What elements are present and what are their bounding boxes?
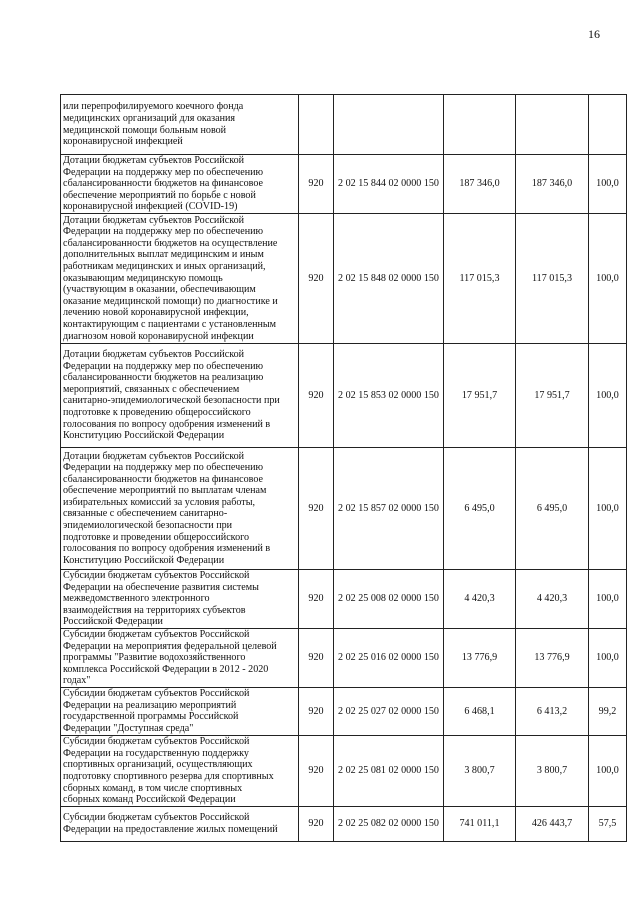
cell-actual-amount: 4 420,3	[516, 569, 589, 628]
cell-actual-amount: 3 800,7	[516, 735, 589, 806]
description-line: голосования по вопросу одобрения изменений в	[63, 543, 271, 555]
description-line: сборных команд, в том числе спортивных	[63, 782, 243, 794]
cell-execution-percent: 100,0	[589, 155, 627, 214]
cell-admin-code: 920	[299, 213, 334, 343]
description-line: санитарно-эпидемиологической безопасности при	[63, 395, 280, 407]
description-line: или перепрофилируемого коечного фонда	[63, 101, 244, 113]
description-line: контактирующим с пациентами с установленным	[63, 319, 277, 331]
description-line: сбалансированности бюджетов на осуществление	[63, 237, 278, 249]
description-line: Дотации бюджетам субъектов Российской	[63, 450, 245, 462]
description-line: программы "Развитие водохозяйственного	[63, 652, 246, 664]
description-line: коронавирусной инфекцией	[63, 136, 183, 148]
table-row	[61, 735, 627, 806]
table-row	[61, 95, 627, 155]
cell-actual-amount: 6 413,2	[516, 687, 589, 735]
cell-description	[61, 628, 299, 687]
description-line: медицинских организаций для оказания	[63, 112, 236, 124]
cell-admin-code: 920	[299, 735, 334, 806]
cell-description	[61, 687, 299, 735]
cell-execution-percent: 57,5	[589, 806, 627, 841]
cell-planned-amount: 741 011,1	[444, 806, 516, 841]
description-line: сборных команд Российской Федерации	[63, 794, 236, 806]
cell-execution-percent: 100,0	[589, 628, 627, 687]
cell-execution-percent: 100,0	[589, 735, 627, 806]
cell-execution-percent: 100,0	[589, 213, 627, 343]
description-line: Федерации на реализацию мероприятий	[63, 699, 237, 711]
description-line: лечению новой коронавирусной инфекции,	[63, 307, 249, 319]
cell-planned-amount: 6 468,1	[444, 687, 516, 735]
description-line: сбалансированности бюджетов на финансовое	[63, 178, 263, 190]
description-line: Субсидии бюджетам субъектов Российской	[63, 812, 250, 824]
description-line: Дотации бюджетам субъектов Российской	[63, 349, 245, 361]
cell-admin-code: 920	[299, 155, 334, 214]
description-line: Федерации на поддержку мер по обеспечению	[63, 360, 264, 372]
table-row	[61, 213, 627, 343]
cell-actual-amount: 17 951,7	[516, 343, 589, 447]
page-number: 16	[588, 27, 600, 41]
description-line: годах"	[63, 675, 91, 687]
description-line: Федерации "Доступная среда"	[63, 723, 194, 735]
cell-budget-code: 2 02 25 081 02 0000 150	[334, 735, 444, 806]
description-line: Дотации бюджетам субъектов Российской	[63, 155, 245, 166]
description-line: диагнозом новой коронавирусной инфекции	[63, 330, 254, 342]
table-row	[61, 806, 627, 841]
description-line: Федерации на мероприятия федеральной целевой	[63, 640, 277, 652]
description-line: эпидемиологической безопасности при	[63, 520, 233, 532]
description-line: Дотации бюджетам субъектов Российской	[63, 214, 245, 226]
cell-admin-code: 920	[299, 628, 334, 687]
cell-execution-percent: 100,0	[589, 447, 627, 569]
cell-actual-amount: 117 015,3	[516, 213, 589, 343]
cell-budget-code: 2 02 15 848 02 0000 150	[334, 213, 444, 343]
description-line: комплекса Российской Федерации в 2012 - 2020	[63, 663, 269, 675]
description-line: голосования по вопросу одобрения изменений в	[63, 418, 271, 430]
description-line: оказание медицинской помощи) по диагностике и	[63, 295, 278, 307]
cell-admin-code: 920	[299, 806, 334, 841]
cell-execution-percent: 100,0	[589, 343, 627, 447]
description-line: обеспечение мероприятий по борьбе с новой	[63, 189, 256, 201]
cell-description	[61, 447, 299, 569]
description-line: Федерации на поддержку мер по обеспечению	[63, 166, 264, 178]
description-line: мероприятий, связанных с обеспечением	[63, 383, 240, 395]
cell-planned-amount: 17 951,7	[444, 343, 516, 447]
cell-actual-amount: 6 495,0	[516, 447, 589, 569]
description-line: связанные с обеспечением санитарно-	[63, 508, 228, 520]
description-line: Федерации на предоставление жилых помещений	[63, 823, 278, 835]
cell-execution-percent	[589, 95, 627, 155]
cell-budget-code	[334, 95, 444, 155]
table-row	[61, 569, 627, 628]
description-line: Конституцию Российской Федерации	[63, 554, 225, 566]
cell-description	[61, 95, 299, 155]
cell-actual-amount: 426 443,7	[516, 806, 589, 841]
cell-planned-amount	[444, 95, 516, 155]
description-line: медицинской помощи больным новой	[63, 124, 227, 136]
table-row	[61, 447, 627, 569]
cell-budget-code: 2 02 25 016 02 0000 150	[334, 628, 444, 687]
cell-budget-code: 2 02 25 027 02 0000 150	[334, 687, 444, 735]
description-line: Субсидии бюджетам субъектов Российской	[63, 569, 250, 581]
table-row	[61, 343, 627, 447]
table-row	[61, 687, 627, 735]
description-line: Федерации на поддержку мер по обеспечению	[63, 462, 264, 474]
cell-description	[61, 155, 299, 214]
description-line: сбалансированности бюджетов на финансовое	[63, 473, 263, 485]
cell-description	[61, 343, 299, 447]
cell-planned-amount: 187 346,0	[444, 155, 516, 214]
cell-description	[61, 213, 299, 343]
description-line: оказывающим медицинскую помощь	[63, 272, 223, 284]
cell-admin-code: 920	[299, 569, 334, 628]
description-line: подготовку спортивного резерва для спортивных	[63, 770, 274, 782]
cell-planned-amount: 117 015,3	[444, 213, 516, 343]
cell-planned-amount: 4 420,3	[444, 569, 516, 628]
cell-actual-amount	[516, 95, 589, 155]
description-line: взаимодействия на территориях субъектов	[63, 604, 246, 616]
cell-description	[61, 735, 299, 806]
budget-revenue-table	[60, 94, 627, 842]
table-row	[61, 628, 627, 687]
cell-admin-code: 920	[299, 447, 334, 569]
description-line: межведомственного электронного	[63, 593, 210, 605]
table-row	[61, 155, 627, 214]
cell-planned-amount: 3 800,7	[444, 735, 516, 806]
cell-budget-code: 2 02 15 853 02 0000 150	[334, 343, 444, 447]
description-line: Субсидии бюджетам субъектов Российской	[63, 736, 250, 748]
description-line: Субсидии бюджетам субъектов Российской	[63, 688, 250, 700]
cell-description	[61, 806, 299, 841]
description-line: Российской Федерации	[63, 616, 163, 628]
description-line: работникам медицинских и иных организаций,	[63, 261, 266, 273]
cell-description	[61, 569, 299, 628]
cell-planned-amount: 6 495,0	[444, 447, 516, 569]
description-line: (участвующим в оказании, обеспечивающим	[63, 284, 256, 296]
cell-budget-code: 2 02 25 008 02 0000 150	[334, 569, 444, 628]
cell-budget-code: 2 02 15 857 02 0000 150	[334, 447, 444, 569]
description-line: сбалансированности бюджетов на реализацию	[63, 372, 264, 384]
cell-execution-percent: 100,0	[589, 569, 627, 628]
cell-admin-code: 920	[299, 687, 334, 735]
description-line: Конституцию Российской Федерации	[63, 430, 225, 442]
cell-admin-code	[299, 95, 334, 155]
description-line: подготовке к проведению общероссийского	[63, 407, 251, 419]
cell-budget-code: 2 02 15 844 02 0000 150	[334, 155, 444, 214]
description-line: Федерации на государственную поддержку	[63, 747, 249, 759]
description-line: обеспечение мероприятий по выплатам членам	[63, 485, 267, 497]
cell-planned-amount: 13 776,9	[444, 628, 516, 687]
description-line: дополнительных выплат медицинским и иным	[63, 249, 264, 261]
description-line: Субсидии бюджетам субъектов Российской	[63, 628, 250, 640]
table-body	[61, 95, 627, 842]
description-line: государственной программы Российской	[63, 711, 239, 723]
cell-actual-amount: 13 776,9	[516, 628, 589, 687]
cell-admin-code: 920	[299, 343, 334, 447]
cell-actual-amount: 187 346,0	[516, 155, 589, 214]
description-line: Федерации на поддержку мер по обеспечению	[63, 226, 264, 238]
description-line: спортивных организаций, осуществляющих	[63, 759, 253, 771]
description-line: подготовке и проведении общероссийского	[63, 531, 250, 543]
description-line: избирательных комиссий за условия работы,	[63, 496, 256, 508]
description-line: Федерации на обеспечение развития системы	[63, 581, 259, 593]
cell-budget-code: 2 02 25 082 02 0000 150	[334, 806, 444, 841]
cell-execution-percent: 99,2	[589, 687, 627, 735]
description-line: коронавирусной инфекцией (COVID-19)	[63, 201, 238, 213]
